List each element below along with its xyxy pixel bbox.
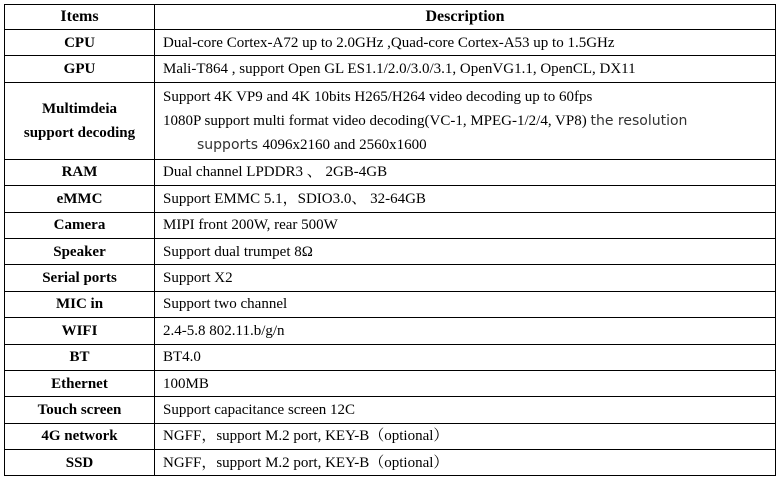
- header-items: Items: [5, 5, 155, 30]
- table-row: [5, 265, 776, 291]
- row-item-serial-ports: Serial ports: [5, 265, 155, 291]
- multimedia-line3-serif: 4096x2160 and 2560x1600: [262, 136, 427, 153]
- row-desc-bt: BT4.0: [155, 344, 776, 370]
- table-row: [5, 30, 776, 56]
- table-row: [5, 397, 776, 423]
- table-row: [5, 238, 776, 264]
- table-row: [5, 370, 776, 396]
- row-item-mic-in: MIC in: [5, 291, 155, 317]
- multimedia-item-line2: support decoding: [23, 124, 136, 141]
- table-row: [5, 212, 776, 238]
- header-row: [5, 5, 776, 30]
- row-item-multimedia: [5, 82, 155, 159]
- row-desc-speaker: Support dual trumpet 8Ω: [155, 238, 776, 264]
- table-row: [5, 423, 776, 449]
- multimedia-line2-sans: the resolution: [590, 112, 688, 129]
- row-item-ram: RAM: [5, 159, 155, 185]
- row-item-camera: Camera: [5, 212, 155, 238]
- spec-table: [4, 4, 776, 476]
- multimedia-item-line1: Multimdeia: [42, 100, 117, 117]
- row-desc-gpu: Mali-T864 , support Open GL ES1.1/2.0/3.0/3.1, OpenVG1.1, OpenCL, DX11: [155, 56, 776, 82]
- multimedia-line1: Support 4K VP9 and 4K 10bits H265/H264 video decoding up to 60fps: [163, 88, 593, 105]
- row-item-cpu: CPU: [5, 30, 155, 56]
- row-desc-wifi: 2.4-5.8 802.11.b/g/n: [155, 318, 776, 344]
- row-item-wifi: WIFI: [5, 318, 155, 344]
- table-row: [5, 186, 776, 212]
- table-row: [5, 450, 776, 476]
- row-item-touch-screen: Touch screen: [5, 397, 155, 423]
- row-desc-touch-screen: Support capacitance screen 12C: [155, 397, 776, 423]
- row-desc-emmc: Support EMMC 5.1，SDIO3.0、 32-64GB: [155, 186, 776, 212]
- row-item-speaker: Speaker: [5, 238, 155, 264]
- multimedia-line3-sans: supports: [197, 136, 263, 153]
- row-desc-mic-in: Support two channel: [155, 291, 776, 317]
- row-item-4g-network: 4G network: [5, 423, 155, 449]
- row-item-ssd: SSD: [5, 450, 155, 476]
- header-description: Description: [155, 5, 776, 30]
- row-item-ethernet: Ethernet: [5, 370, 155, 396]
- row-desc-multimedia: [155, 82, 776, 159]
- row-desc-serial-ports: Support X2: [155, 265, 776, 291]
- table-row: [5, 291, 776, 317]
- row-item-bt: BT: [5, 344, 155, 370]
- row-desc-4g-network: NGFF，support M.2 port, KEY-B（optional）: [155, 423, 776, 449]
- multimedia-line2: [163, 109, 769, 133]
- row-desc-ssd: NGFF，support M.2 port, KEY-B（optional）: [155, 450, 776, 476]
- row-desc-ethernet: 100MB: [155, 370, 776, 396]
- multimedia-line3: [163, 133, 769, 157]
- table-row: [5, 344, 776, 370]
- row-desc-ram: Dual channel LPDDR3 、 2GB-4GB: [155, 159, 776, 185]
- table-row: [5, 318, 776, 344]
- row-desc-camera: MIPI front 200W, rear 500W: [155, 212, 776, 238]
- row-item-emmc: eMMC: [5, 186, 155, 212]
- table-row: [5, 159, 776, 185]
- multimedia-line2-serif: 1080P support multi format video decoding(VC-1, MPEG-1/2/4, VP8): [163, 112, 591, 129]
- row-desc-cpu: Dual-core Cortex-A72 up to 2.0GHz ,Quad-core Cortex-A53 up to 1.5GHz: [155, 30, 776, 56]
- table-row-multimedia: [5, 82, 776, 159]
- table-row: [5, 56, 776, 82]
- row-item-gpu: GPU: [5, 56, 155, 82]
